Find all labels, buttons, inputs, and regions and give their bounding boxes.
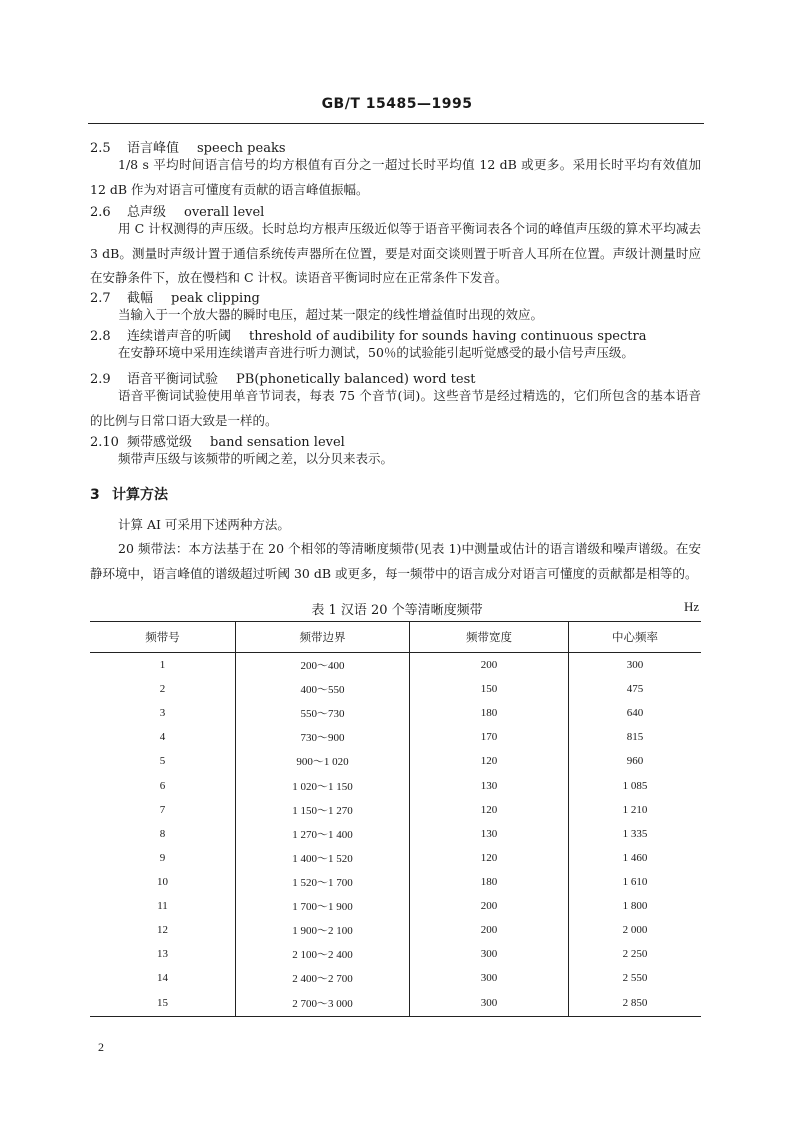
band-boundary-cell: 2 400～2 700	[236, 966, 410, 990]
center-frequency-cell: 2 250	[569, 942, 702, 966]
band-width-cell: 120	[410, 749, 569, 773]
band-number-cell: 15	[90, 990, 236, 1017]
band-number-cell: 8	[159, 827, 166, 840]
center-frequency-cell: 640	[569, 701, 702, 725]
band-boundary-cell: 1 700～1 900	[236, 894, 410, 918]
band-width-cell: 130	[410, 822, 569, 846]
term-chinese: 频带感觉级	[127, 435, 193, 450]
table-row	[90, 749, 701, 773]
band-width-cell: 200	[410, 918, 569, 942]
term-definition-2-6: 用 C 计权测得的声压级。长时总均方根声压级近似等于语音平衡词表各个词的峰值声压级的算术平均减去 3 dB。测量时声级计置于通信系统传声器所在位置，要是对面交谈则置于听音人耳所在位置。声级计测量时应在安静条件下，放在慢档和 C 计权。读语音平衡词时应在正常条件下发音。	[90, 221, 701, 285]
center-frequency-cell: 1 800	[569, 894, 702, 918]
center-frequency-cell: 475	[569, 677, 702, 701]
term-definition-2-10: 频带声压级与该频带的听阈之差，以分贝来表示。	[118, 451, 394, 466]
table-header-row	[90, 622, 701, 653]
band-boundary-cell: 2 700～3 000	[236, 990, 410, 1017]
term-english: threshold of audibility for sounds having continuous spectra	[249, 329, 647, 344]
band-number-cell: 6	[159, 779, 166, 792]
band-boundary-cell: 550～730	[236, 701, 410, 725]
table-row	[90, 677, 701, 701]
center-frequency-cell: 1 210	[569, 798, 702, 822]
band-boundary-cell: 2 100～2 400	[236, 942, 410, 966]
table-row	[90, 822, 701, 846]
band-width-cell: 180	[410, 870, 569, 894]
band-width-cell: 150	[410, 677, 569, 701]
center-frequency-cell: 1 335	[569, 822, 702, 846]
center-frequency-cell: 815	[569, 725, 702, 749]
table-row	[90, 701, 701, 725]
band-number-cell: 4	[159, 731, 166, 744]
center-frequency-cell: 300	[569, 653, 702, 678]
center-frequency-cell: 960	[569, 749, 702, 773]
section-number: 3	[90, 487, 100, 503]
center-frequency-cell: 1 085	[569, 773, 702, 797]
band-number-cell: 7	[159, 803, 166, 816]
center-frequency-cell: 2 000	[569, 918, 702, 942]
term-english: band sensation level	[210, 435, 345, 450]
term-definition-2-8: 在安静环境中采用连续谱声音进行听力测试，50％的试验能引起听觉感受的最小信号声压级。	[118, 345, 634, 360]
band-number-cell: 14	[157, 972, 168, 985]
table-row	[90, 990, 701, 1017]
band-width-cell: 170	[410, 725, 569, 749]
band-boundary-cell: 900～1 020	[236, 749, 410, 773]
section-intro: 计算 AI 可采用下述两种方法。	[118, 517, 290, 532]
band-number-cell: 5	[159, 755, 166, 768]
table-row	[90, 798, 701, 822]
term-english: PB(phonetically balanced) word test	[236, 372, 476, 387]
table-row	[90, 966, 701, 990]
band-width-cell: 120	[410, 846, 569, 870]
column-header-center-frequency: 中心频率	[569, 622, 702, 653]
band-boundary-cell: 400～550	[236, 677, 410, 701]
band-width-cell: 300	[410, 990, 569, 1017]
band-number-cell: 11	[157, 899, 168, 912]
table-unit: Hz	[684, 599, 700, 614]
table-row	[90, 894, 701, 918]
band-width-cell: 200	[410, 894, 569, 918]
center-frequency-cell: 1 610	[569, 870, 702, 894]
term-number: 2.6	[90, 205, 111, 220]
band-width-cell: 120	[410, 798, 569, 822]
term-english: overall level	[184, 205, 265, 220]
table-row	[90, 942, 701, 966]
band-boundary-cell: 200～400	[236, 653, 410, 678]
term-english: peak clipping	[171, 291, 260, 306]
term-definition-2-5: 1/8 s 平均时间语言信号的均方根值有百分之一超过长时平均值 12 dB 或更多。采用长时平均有效值加 12 dB 作为对语言可懂度有贡献的语言峰值振幅。	[90, 157, 701, 197]
term-chinese: 总声级	[127, 205, 167, 220]
band-boundary-cell: 1 520～1 700	[236, 870, 410, 894]
column-header-band-width: 频带宽度	[410, 622, 569, 653]
term-chinese: 截幅	[127, 291, 154, 306]
header-rule	[88, 123, 704, 124]
center-frequency-cell: 2 850	[569, 990, 702, 1017]
term-chinese: 语言峰值	[127, 141, 180, 156]
table-row	[90, 653, 701, 678]
column-header-band-number: 频带号	[90, 622, 236, 653]
page-number: 2	[98, 1040, 104, 1054]
term-number: 2.10	[90, 435, 119, 450]
table-row	[90, 725, 701, 749]
term-number: 2.5	[90, 141, 111, 156]
term-number: 2.7	[90, 291, 111, 306]
table-row	[90, 773, 701, 797]
band-boundary-cell: 1 400～1 520	[236, 846, 410, 870]
band-number-cell: 10	[157, 875, 168, 888]
band-boundary-cell: 1 270～1 400	[236, 822, 410, 846]
band-width-cell: 130	[410, 773, 569, 797]
table-row	[90, 918, 701, 942]
table-caption: 表 1 汉语 20 个等清晰度频带	[311, 603, 483, 618]
band-width-cell: 300	[410, 966, 569, 990]
column-header-band-boundary: 频带边界	[236, 622, 410, 653]
term-number: 2.9	[90, 372, 111, 387]
term-definition-2-9: 语音平衡词试验使用单音节词表，每表 75 个音节(词)。这些音节是经过精选的，它们所包含的基本语音的比例与日常口语大致是一样的。	[90, 388, 701, 428]
band-number-cell: 3	[159, 707, 166, 720]
center-frequency-cell: 1 460	[569, 846, 702, 870]
band-number-cell: 13	[157, 948, 168, 961]
band-width-cell: 200	[410, 653, 569, 678]
table-row	[90, 870, 701, 894]
band-number-cell: 1	[159, 659, 166, 672]
term-number: 2.8	[90, 329, 111, 344]
method-description: 20 频带法：本方法基于在 20 个相邻的等清晰度频带(见表 1)中测量或估计的语言谱级和噪声谱级。在安静环境中，语言峰值的谱级超过听阈 30 dB 或更多，每一频带中的语言成分对语言可懂度的贡献都是相等的。	[90, 541, 701, 581]
band-number-cell: 12	[157, 924, 168, 937]
band-boundary-cell: 1 150～1 270	[236, 798, 410, 822]
term-definition-2-7: 当输入于一个放大器的瞬时电压，超过某一限定的线性增益值时出现的效应。	[118, 307, 544, 322]
table-row	[90, 846, 701, 870]
center-frequency-cell: 2 550	[569, 966, 702, 990]
term-english: speech peaks	[197, 141, 286, 156]
band-number-cell: 2	[159, 683, 166, 696]
section-heading-3	[90, 484, 168, 504]
section-title: 计算方法	[112, 487, 168, 503]
term-chinese: 语音平衡词试验	[127, 372, 219, 387]
term-chinese: 连续谱声音的听阈	[127, 329, 232, 344]
band-width-cell: 300	[410, 942, 569, 966]
page-header-standard-code: GB/T 15485—1995	[321, 96, 473, 112]
band-number-cell: 9	[159, 851, 166, 864]
band-boundary-cell: 730～900	[236, 725, 410, 749]
frequency-band-table	[90, 621, 701, 1017]
band-width-cell: 180	[410, 701, 569, 725]
band-boundary-cell: 1 020～1 150	[236, 773, 410, 797]
band-boundary-cell: 1 900～2 100	[236, 918, 410, 942]
